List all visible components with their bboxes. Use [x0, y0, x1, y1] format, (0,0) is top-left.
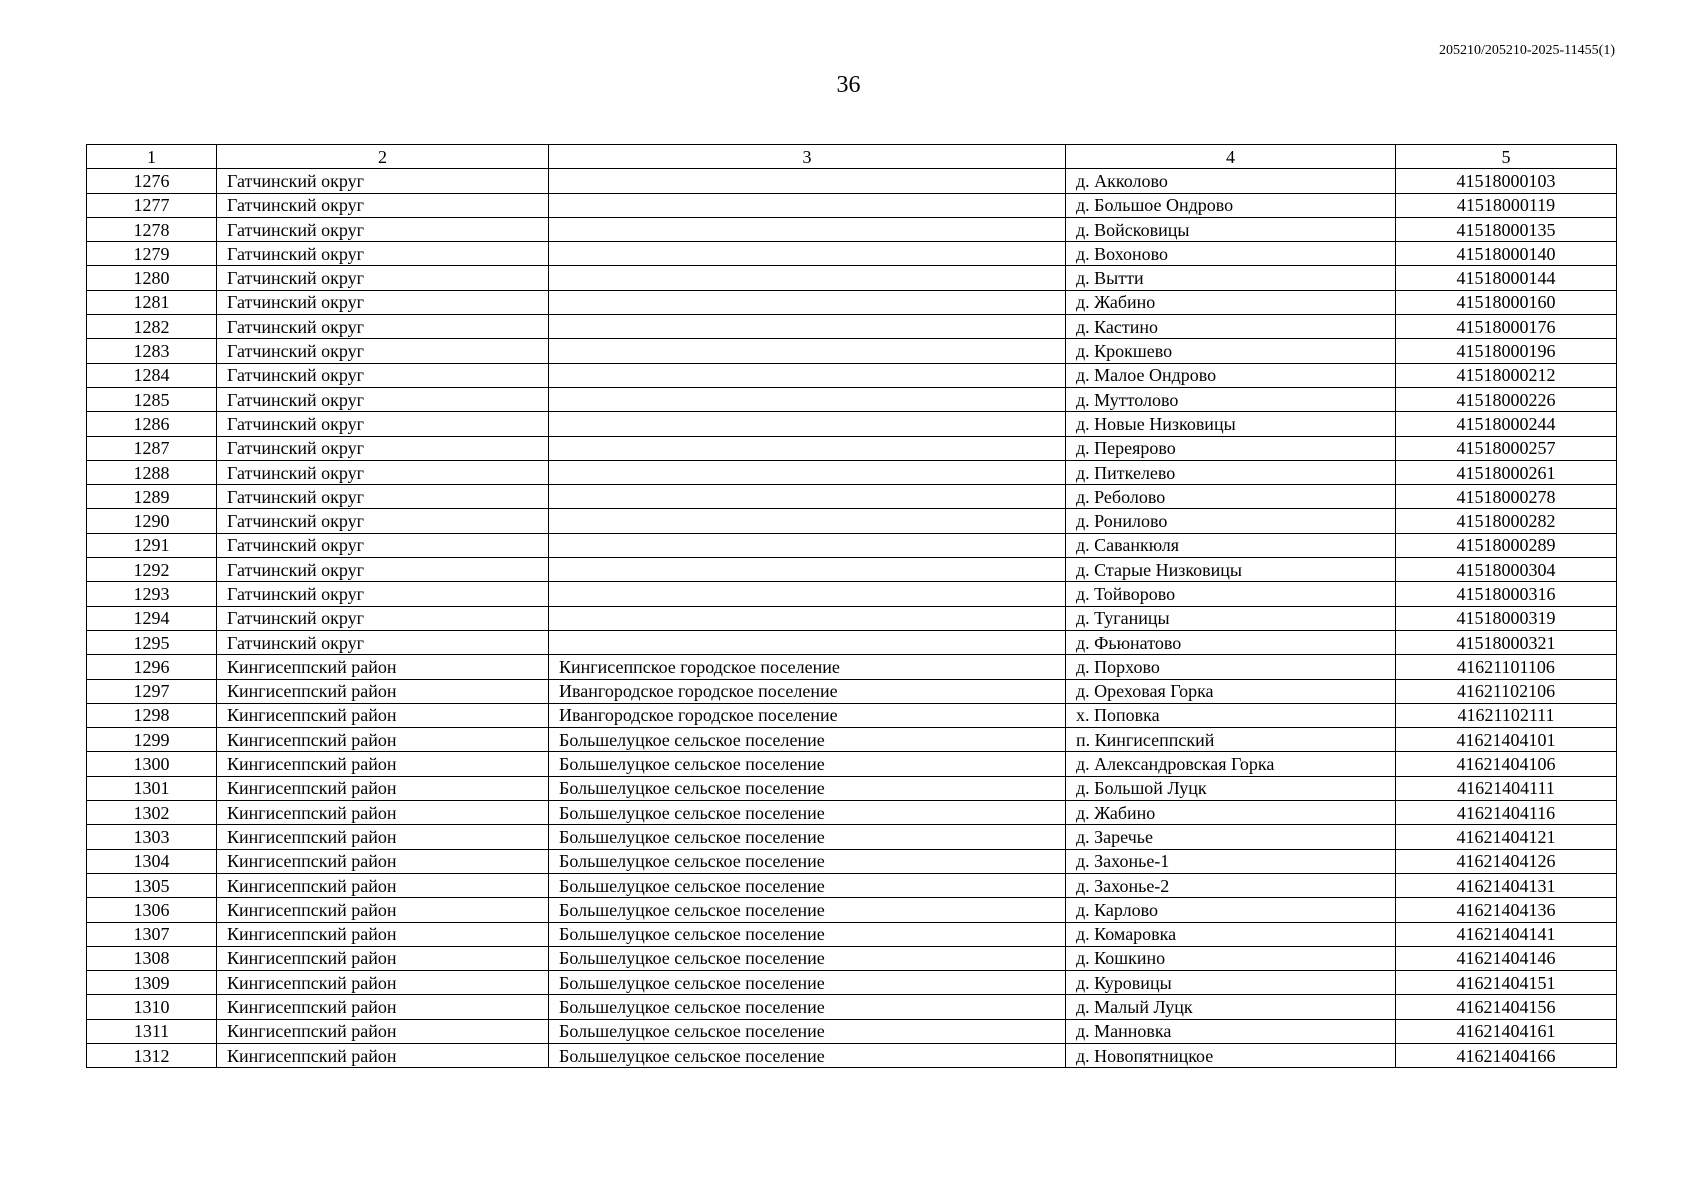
table-row	[87, 242, 1617, 266]
settlement-cell	[549, 315, 1066, 339]
oktmo-code-cell: 41621404151	[1396, 971, 1617, 995]
settlement-cell	[549, 460, 1066, 484]
district-cell: Гатчинский округ	[217, 558, 549, 582]
row-number-cell: 1302	[87, 801, 217, 825]
district-cell: Кингисеппский район	[217, 922, 549, 946]
oktmo-code-cell: 41518000257	[1396, 436, 1617, 460]
row-number-cell: 1280	[87, 266, 217, 290]
row-number-cell: 1285	[87, 387, 217, 411]
table-row	[87, 1019, 1617, 1043]
locality-cell: д. Питкелево	[1066, 460, 1396, 484]
locality-cell: д. Ореховая Горка	[1066, 679, 1396, 703]
locality-cell: д. Фьюнатово	[1066, 630, 1396, 654]
oktmo-code-cell: 41518000316	[1396, 582, 1617, 606]
table-row	[87, 193, 1617, 217]
row-number-cell: 1297	[87, 679, 217, 703]
settlement-cell	[549, 412, 1066, 436]
document-id: 205210/205210-2025-11455(1)	[1438, 43, 1615, 58]
settlement-cell	[549, 193, 1066, 217]
district-cell: Кингисеппский район	[217, 995, 549, 1019]
district-cell: Гатчинский округ	[217, 217, 549, 241]
table-row	[87, 460, 1617, 484]
locality-cell: д. Большой Луцк	[1066, 776, 1396, 800]
district-cell: Кингисеппский район	[217, 1043, 549, 1067]
oktmo-code-cell: 41518000282	[1396, 509, 1617, 533]
row-number-cell: 1277	[87, 193, 217, 217]
row-number-cell: 1284	[87, 363, 217, 387]
settlement-cell	[549, 266, 1066, 290]
row-number-cell: 1307	[87, 922, 217, 946]
locality-cell: д. Куровицы	[1066, 971, 1396, 995]
oktmo-code-cell: 41621102111	[1396, 703, 1617, 727]
table-row	[87, 752, 1617, 776]
table-row	[87, 169, 1617, 193]
district-cell: Гатчинский округ	[217, 630, 549, 654]
locality-cell: п. Кингисеппский	[1066, 728, 1396, 752]
settlement-cell: Большелуцкое сельское поселение	[549, 752, 1066, 776]
district-cell: Кингисеппский район	[217, 873, 549, 897]
locality-cell: д. Крокшево	[1066, 339, 1396, 363]
district-cell: Кингисеппский район	[217, 971, 549, 995]
oktmo-code-cell: 41518000278	[1396, 485, 1617, 509]
oktmo-code-cell: 41518000212	[1396, 363, 1617, 387]
settlement-cell	[549, 630, 1066, 654]
table-row	[87, 533, 1617, 557]
oktmo-code-cell: 41621102106	[1396, 679, 1617, 703]
locality-cell: д. Заречье	[1066, 825, 1396, 849]
locality-cell: д. Александровская Горка	[1066, 752, 1396, 776]
row-number-cell: 1291	[87, 533, 217, 557]
oktmo-code-cell: 41621404161	[1396, 1019, 1617, 1043]
table-row	[87, 922, 1617, 946]
row-number-cell: 1311	[87, 1019, 217, 1043]
locality-cell: д. Кошкино	[1066, 946, 1396, 970]
district-cell: Кингисеппский район	[217, 1019, 549, 1043]
locality-cell: д. Туганицы	[1066, 606, 1396, 630]
district-cell: Гатчинский округ	[217, 509, 549, 533]
table-row	[87, 776, 1617, 800]
locality-cell: д. Жабино	[1066, 801, 1396, 825]
row-number-cell: 1287	[87, 436, 217, 460]
district-cell: Гатчинский округ	[217, 412, 549, 436]
oktmo-code-cell: 41518000319	[1396, 606, 1617, 630]
oktmo-code-cell: 41518000321	[1396, 630, 1617, 654]
settlement-cell: Большелуцкое сельское поселение	[549, 801, 1066, 825]
locality-cell: д. Малое Ондрово	[1066, 363, 1396, 387]
table-row	[87, 436, 1617, 460]
row-number-cell: 1292	[87, 558, 217, 582]
row-number-cell: 1308	[87, 946, 217, 970]
locality-cell: д. Манновка	[1066, 1019, 1396, 1043]
district-cell: Гатчинский округ	[217, 193, 549, 217]
locality-cell: д. Новопятницкое	[1066, 1043, 1396, 1067]
locality-cell: д. Вохоново	[1066, 242, 1396, 266]
row-number-cell: 1290	[87, 509, 217, 533]
table-row	[87, 217, 1617, 241]
locality-cell: д. Муттолово	[1066, 387, 1396, 411]
table-row	[87, 630, 1617, 654]
row-number-cell: 1294	[87, 606, 217, 630]
table-row	[87, 655, 1617, 679]
locality-cell: д. Комаровка	[1066, 922, 1396, 946]
settlement-cell: Большелуцкое сельское поселение	[549, 971, 1066, 995]
row-number-cell: 1288	[87, 460, 217, 484]
row-number-cell: 1281	[87, 290, 217, 314]
row-number-cell: 1278	[87, 217, 217, 241]
oktmo-code-cell: 41518000140	[1396, 242, 1617, 266]
settlement-cell	[549, 533, 1066, 557]
oktmo-code-cell: 41518000289	[1396, 533, 1617, 557]
settlement-cell	[549, 387, 1066, 411]
oktmo-code-cell: 41518000119	[1396, 193, 1617, 217]
table-row	[87, 728, 1617, 752]
district-cell: Кингисеппский район	[217, 946, 549, 970]
district-cell: Кингисеппский район	[217, 703, 549, 727]
column-header-3: 3	[549, 145, 1066, 169]
district-cell: Гатчинский округ	[217, 169, 549, 193]
table-row	[87, 679, 1617, 703]
district-cell: Кингисеппский район	[217, 825, 549, 849]
oktmo-code-cell: 41518000160	[1396, 290, 1617, 314]
locality-cell: д. Порхово	[1066, 655, 1396, 679]
oktmo-code-cell: 41621404101	[1396, 728, 1617, 752]
row-number-cell: 1299	[87, 728, 217, 752]
locality-cell: д. Старые Низковицы	[1066, 558, 1396, 582]
settlement-cell: Большелуцкое сельское поселение	[549, 995, 1066, 1019]
locality-cell: д. Вытти	[1066, 266, 1396, 290]
district-cell: Гатчинский округ	[217, 460, 549, 484]
district-cell: Гатчинский округ	[217, 363, 549, 387]
table-row	[87, 801, 1617, 825]
district-cell: Кингисеппский район	[217, 728, 549, 752]
oktmo-code-cell: 41518000261	[1396, 460, 1617, 484]
district-cell: Гатчинский округ	[217, 485, 549, 509]
district-cell: Гатчинский округ	[217, 315, 549, 339]
oktmo-code-cell: 41518000196	[1396, 339, 1617, 363]
row-number-cell: 1304	[87, 849, 217, 873]
table-row	[87, 971, 1617, 995]
column-header-4: 4	[1066, 145, 1396, 169]
locality-cell: д. Карлово	[1066, 898, 1396, 922]
settlement-cell	[549, 558, 1066, 582]
page-number: 36	[836, 72, 861, 98]
locality-cell: д. Акколово	[1066, 169, 1396, 193]
oktmo-code-cell: 41621404121	[1396, 825, 1617, 849]
locality-cell: д. Большое Ондрово	[1066, 193, 1396, 217]
table-row	[87, 995, 1617, 1019]
column-header-2: 2	[217, 145, 549, 169]
settlement-cell: Большелуцкое сельское поселение	[549, 946, 1066, 970]
district-cell: Кингисеппский район	[217, 801, 549, 825]
locality-cell: д. Ронилово	[1066, 509, 1396, 533]
oktmo-code-cell: 41518000226	[1396, 387, 1617, 411]
oktmo-code-cell: 41621404136	[1396, 898, 1617, 922]
settlement-cell	[549, 242, 1066, 266]
table-row	[87, 1043, 1617, 1067]
row-number-cell: 1296	[87, 655, 217, 679]
settlement-cell: Кингисеппское городское поселение	[549, 655, 1066, 679]
district-cell: Гатчинский округ	[217, 290, 549, 314]
table-row	[87, 339, 1617, 363]
row-number-cell: 1293	[87, 582, 217, 606]
locality-cell: д. Реболово	[1066, 485, 1396, 509]
settlement-cell	[549, 363, 1066, 387]
oktmo-code-cell: 41621101106	[1396, 655, 1617, 679]
table-row	[87, 412, 1617, 436]
district-cell: Кингисеппский район	[217, 849, 549, 873]
district-cell: Гатчинский округ	[217, 582, 549, 606]
table-row	[87, 946, 1617, 970]
column-header-5: 5	[1396, 145, 1617, 169]
table-row	[87, 290, 1617, 314]
settlement-cell	[549, 509, 1066, 533]
settlements-table	[86, 144, 1617, 1068]
district-cell: Кингисеппский район	[217, 898, 549, 922]
row-number-cell: 1303	[87, 825, 217, 849]
oktmo-code-cell: 41621404166	[1396, 1043, 1617, 1067]
locality-cell: д. Переярово	[1066, 436, 1396, 460]
table-row	[87, 485, 1617, 509]
locality-cell: д. Новые Низковицы	[1066, 412, 1396, 436]
settlement-cell	[549, 606, 1066, 630]
district-cell: Гатчинский округ	[217, 436, 549, 460]
locality-cell: д. Жабино	[1066, 290, 1396, 314]
settlement-cell: Большелуцкое сельское поселение	[549, 873, 1066, 897]
settlement-cell: Большелуцкое сельское поселение	[549, 728, 1066, 752]
oktmo-code-cell: 41518000304	[1396, 558, 1617, 582]
settlement-cell	[549, 339, 1066, 363]
row-number-cell: 1312	[87, 1043, 217, 1067]
settlement-cell	[549, 290, 1066, 314]
settlement-cell: Ивангородское городское поселение	[549, 703, 1066, 727]
oktmo-code-cell: 41621404126	[1396, 849, 1617, 873]
oktmo-code-cell: 41518000176	[1396, 315, 1617, 339]
row-number-cell: 1300	[87, 752, 217, 776]
locality-cell: д. Захонье-1	[1066, 849, 1396, 873]
settlement-cell: Ивангородское городское поселение	[549, 679, 1066, 703]
row-number-cell: 1309	[87, 971, 217, 995]
district-cell: Гатчинский округ	[217, 606, 549, 630]
table-row	[87, 509, 1617, 533]
oktmo-code-cell: 41621404131	[1396, 873, 1617, 897]
row-number-cell: 1295	[87, 630, 217, 654]
table-header-row	[87, 145, 1617, 169]
oktmo-code-cell: 41621404141	[1396, 922, 1617, 946]
settlement-cell	[549, 485, 1066, 509]
settlement-cell	[549, 169, 1066, 193]
locality-cell: д. Захонье-2	[1066, 873, 1396, 897]
district-cell: Кингисеппский район	[217, 655, 549, 679]
oktmo-code-cell: 41518000144	[1396, 266, 1617, 290]
district-cell: Кингисеппский район	[217, 776, 549, 800]
oktmo-code-cell: 41621404156	[1396, 995, 1617, 1019]
settlement-cell: Большелуцкое сельское поселение	[549, 849, 1066, 873]
oktmo-code-cell: 41621404111	[1396, 776, 1617, 800]
table-body	[87, 169, 1617, 1068]
table-row	[87, 558, 1617, 582]
table-row	[87, 266, 1617, 290]
oktmo-code-cell: 41621404106	[1396, 752, 1617, 776]
oktmo-code-cell: 41518000103	[1396, 169, 1617, 193]
settlement-cell: Большелуцкое сельское поселение	[549, 922, 1066, 946]
table-row	[87, 873, 1617, 897]
settlement-cell: Большелуцкое сельское поселение	[549, 776, 1066, 800]
table-row	[87, 315, 1617, 339]
row-number-cell: 1286	[87, 412, 217, 436]
locality-cell: д. Малый Луцк	[1066, 995, 1396, 1019]
settlement-cell: Большелуцкое сельское поселение	[549, 1019, 1066, 1043]
settlement-cell	[549, 217, 1066, 241]
district-cell: Кингисеппский район	[217, 752, 549, 776]
settlement-cell	[549, 436, 1066, 460]
settlement-cell: Большелуцкое сельское поселение	[549, 825, 1066, 849]
oktmo-code-cell: 41621404146	[1396, 946, 1617, 970]
table-row	[87, 703, 1617, 727]
district-cell: Гатчинский округ	[217, 387, 549, 411]
table-row	[87, 606, 1617, 630]
row-number-cell: 1279	[87, 242, 217, 266]
locality-cell: д. Тойворово	[1066, 582, 1396, 606]
row-number-cell: 1298	[87, 703, 217, 727]
row-number-cell: 1283	[87, 339, 217, 363]
column-header-1: 1	[87, 145, 217, 169]
district-cell: Кингисеппский район	[217, 679, 549, 703]
row-number-cell: 1282	[87, 315, 217, 339]
row-number-cell: 1276	[87, 169, 217, 193]
district-cell: Гатчинский округ	[217, 242, 549, 266]
district-cell: Гатчинский округ	[217, 266, 549, 290]
table-row	[87, 898, 1617, 922]
district-cell: Гатчинский округ	[217, 533, 549, 557]
table-row	[87, 849, 1617, 873]
row-number-cell: 1301	[87, 776, 217, 800]
locality-cell: д. Кастино	[1066, 315, 1396, 339]
table-row	[87, 387, 1617, 411]
oktmo-code-cell: 41518000244	[1396, 412, 1617, 436]
district-cell: Гатчинский округ	[217, 339, 549, 363]
settlement-cell	[549, 582, 1066, 606]
locality-cell: х. Поповка	[1066, 703, 1396, 727]
table-row	[87, 825, 1617, 849]
row-number-cell: 1310	[87, 995, 217, 1019]
row-number-cell: 1305	[87, 873, 217, 897]
table-row	[87, 582, 1617, 606]
locality-cell: д. Войсковицы	[1066, 217, 1396, 241]
oktmo-code-cell: 41518000135	[1396, 217, 1617, 241]
row-number-cell: 1289	[87, 485, 217, 509]
settlement-cell: Большелуцкое сельское поселение	[549, 898, 1066, 922]
table-row	[87, 363, 1617, 387]
locality-cell: д. Саванкюля	[1066, 533, 1396, 557]
oktmo-code-cell: 41621404116	[1396, 801, 1617, 825]
settlement-cell: Большелуцкое сельское поселение	[549, 1043, 1066, 1067]
row-number-cell: 1306	[87, 898, 217, 922]
